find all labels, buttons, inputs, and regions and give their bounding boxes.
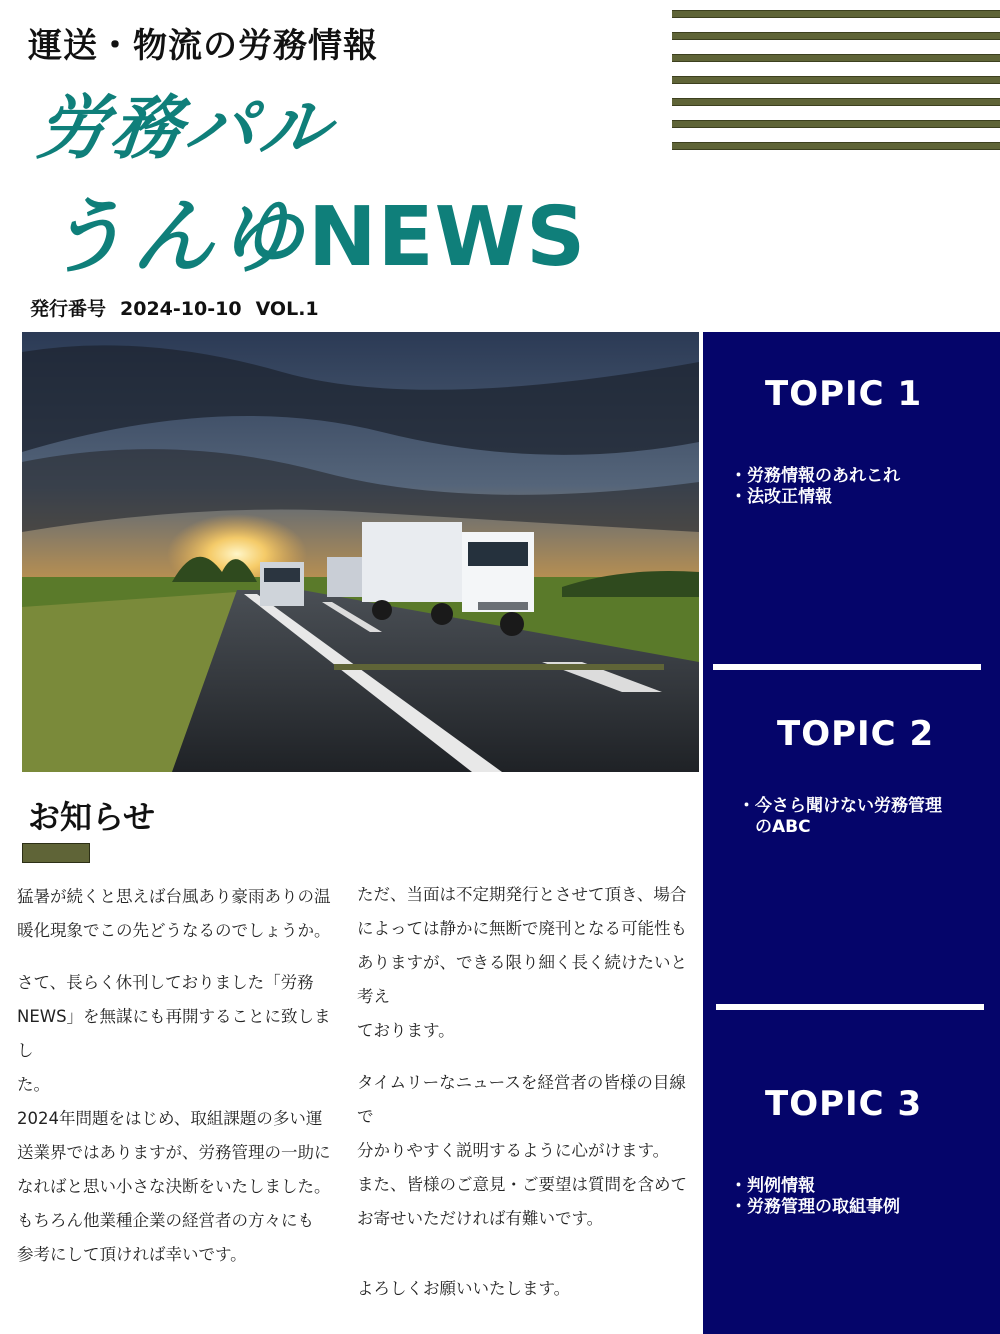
notice-line: なればと思い小さな決断をいたしました。 [17,1177,331,1196]
topics-sidebar [703,332,1000,1334]
notice-line: ただ、当面は不定期発行とさせて頂き、場合 [357,885,687,904]
logo-news: NEWS [308,190,587,285]
topic-item: ・今さら聞けない労務管理 [738,796,942,816]
issue-date: 2024-10-10 [120,298,242,320]
topic-item: ・判例情報 [730,1176,815,1196]
notice-column-1 [17,880,345,1272]
topic-item: ・労務管理の取組事例 [730,1197,900,1217]
issue-label: 発行番号 [30,298,107,320]
notice-line: よろしくお願いいたします。 [357,1279,571,1298]
notice-line: ありますが、できる限り細く長く続けたいと考え [357,953,687,1006]
notice-column-2 [357,878,697,1306]
notice-accent-bar [22,843,90,863]
topic-item: ・労務情報のあれこれ [730,466,900,486]
logo-title-line2 [44,172,586,289]
topic-item: のABC [738,817,811,837]
newsletter-subtitle: 運送・物流の労務情報 [28,26,378,66]
topic-1-items [730,466,900,508]
notice-line: 暖化現象でこの先どうなるのでしょうか。 [17,921,331,940]
notice-line: 分かりやすく説明するように心がけます。 [357,1141,670,1160]
hero-truck-photo [22,332,699,772]
stripe [672,54,1000,62]
notice-line: さて、長らく休刊しておりました「労務 [17,973,314,992]
topic-item: ・法改正情報 [730,487,832,507]
notice-line: もちろん他業種企業の経営者の方々にも [17,1211,314,1230]
issue-volume: VOL.1 [255,298,319,320]
topic-3-title: TOPIC 3 [765,1084,923,1124]
topic-3-items [730,1176,900,1218]
decorative-stripes [672,10,1000,164]
paragraph-gap [357,1236,697,1272]
topic-2-title: TOPIC 2 [777,714,935,754]
stripe [672,76,1000,84]
notice-line: 猛暑が続くと思えば台風あり豪雨ありの温 [17,887,331,906]
stripe [672,120,1000,128]
notice-line: お寄せいただければ有難いです。 [357,1209,604,1228]
notice-line: タイムリーなニュースを経営者の皆様の目線で [357,1073,686,1126]
paragraph-gap [357,1048,697,1066]
notice-line: NEWS」を無謀にも再開することに致しまし [17,1007,331,1060]
notice-line: また、皆様のご意見・ご要望は質問を含めて [357,1175,687,1194]
truck-sunset-illustration [22,332,699,772]
notice-line: 2024年問題をはじめ、取組課題の多い運 [17,1109,323,1128]
notice-line: によっては静かに無断で廃刊となる可能性も [357,919,687,938]
stripe [672,98,1000,106]
stripe [672,142,1000,150]
topic-1-title: TOPIC 1 [765,374,923,414]
topic-2-items [738,796,942,838]
logo-hiragana: うんゆ [44,190,308,285]
topic-divider [713,664,981,670]
notice-line: た。 [17,1075,50,1094]
notice-line: ております。 [357,1021,455,1040]
logo-title-line1: 労務パル [33,87,338,169]
stripe [672,10,1000,18]
topic-divider [716,1004,984,1010]
notice-line: 送業界ではありますが、労務管理の一助に [17,1143,331,1162]
stripe [672,32,1000,40]
notice-heading: お知らせ [28,798,156,836]
issue-info [30,294,333,321]
paragraph-gap [17,948,345,966]
notice-line: 参考にして頂ければ幸いです。 [17,1245,247,1264]
